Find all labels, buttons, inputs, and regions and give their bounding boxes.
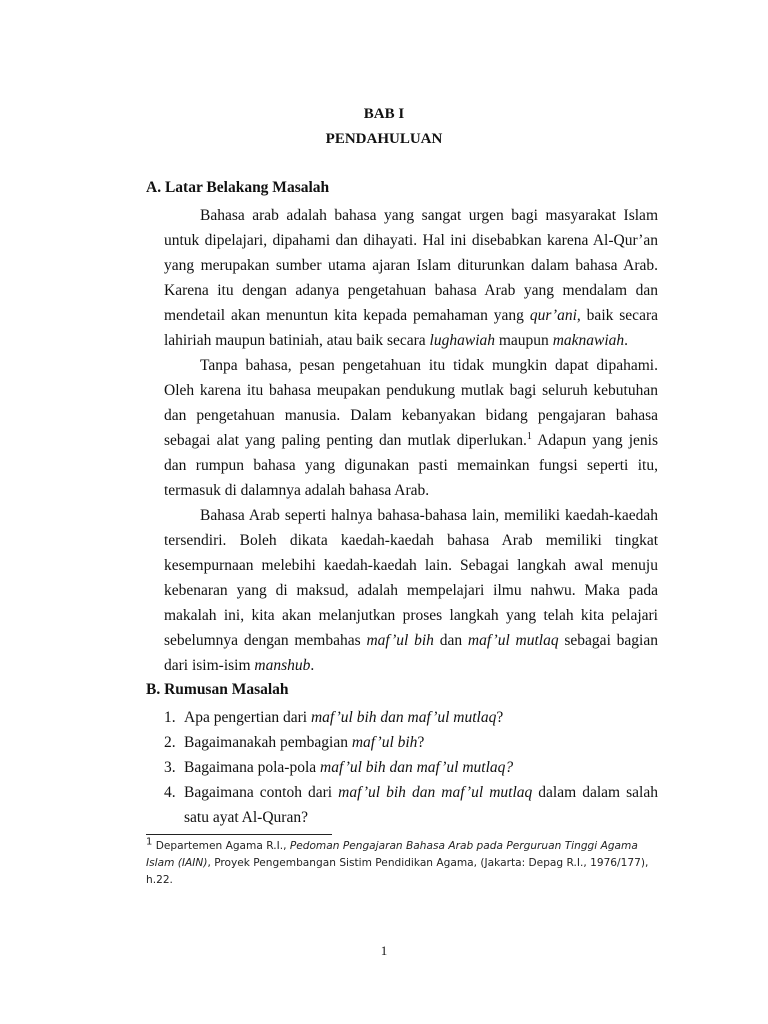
text-run: Bagaimana contoh dari [184,784,339,801]
footnote-ref: 1 [526,430,532,442]
footnote-ref: 1 [146,836,153,848]
list-item-number: 4. [164,784,176,801]
italic-term: maf’ul mutlaq [467,632,559,649]
italic-term: maf’ul bih dan maf’ul mutlaq [310,709,497,726]
text-run: ? [417,734,425,751]
paragraph-3 [164,503,658,678]
text-run: Adapun yang jenis dan rumpun bahasa yang digunakan pasti memainkan fungsi seperti itu, termasuk di dalamnya adalah bahasa Arab. [164,432,658,499]
section-b-heading: B. Rumusan Masalah [146,681,289,698]
text-run: , baik secara lahiriah maupun batiniah, atau baik secara [164,307,658,349]
italic-term: maf’ul bih dan maf’ul mutlaq? [320,759,514,776]
text-run: dan [433,632,468,649]
text-run: . [624,332,629,349]
text-run: dalam dalam salah satu ayat Al-Quran? [184,784,658,826]
text-run: maupun [495,332,553,349]
text-run: sebagai bagian dari isim-isim [164,632,658,674]
italic-term: maf’ul bih dan maf’ul mutlaq [338,784,533,801]
text-run: , Proyek Pengembangan Sistim Pendidikan Agama, (Jakarta: Depag R.I., 1976/177), h.22. [146,857,649,886]
text-run: Departemen Agama R.I., [152,840,290,852]
italic-term: maknawiah [552,332,625,349]
text-run: Tanpa bahasa, pesan pengetahuan itu tidak mungkin dapat dipahami. Oleh karena itu bahasa meupakan pendukung mutlak bagi seluruh kebutuhan dan pengetahuan manusia. Dalam kebanyakan bidang pengajaran bahasa sebagai alat yang paling penting dan mutlak diperlukan. [164,357,658,449]
text-run: Bahasa arab adalah bahasa yang sangat urgen bagi masyarakat Islam untuk dipelajari, dipahami dan dihayati. Hal ini disebabkan karena Al-Qur’an yang merupakan sumber utama ajaran Islam diturunkan dalam bahasa Arab. Karena itu dengan adanya pengetahuan bahasa Arab yang mendalam dan mendetail akan menuntun kita kepada pemahaman yang [164,207,658,324]
chapter-label: BAB I [363,106,405,122]
list-item [164,755,658,780]
italic-term: maf’ul bih [351,734,418,751]
italic-term: maf’ul bih [366,632,434,649]
italic-term: qur’ani [529,307,577,324]
problem-list [164,705,658,830]
list-item-number: 1. [164,709,176,726]
section-a-heading: A. Latar Belakang Masalah [146,179,330,196]
italic-term: lughawiah [429,332,495,349]
text-run: Apa pengertian dari [184,709,311,726]
italic-term: Pedoman Pengajaran Bahasa Arab pada Perguruan Tinggi Agama Islam (IAIN) [146,840,638,869]
paragraph-1 [164,203,658,353]
chapter-title: PENDAHULUAN [325,131,443,147]
paragraph-2 [164,353,658,503]
text-run: . [310,657,315,674]
text-run: Bahasa Arab seperti halnya bahasa-bahasa lain, memiliki kaedah-kaedah tersendiri. Boleh dikata kaedah-kaedah bahasa Arab memiliki tingkat kesempurnaan melebihi kaedah-kaedah lain. Sebagai langkah awal menuju kebenaran yang di maksud, adalah mempelajari ilmu nahwu. Maka pada makalah ini, kita akan melanjutkan proses langkah yang telah kita pelajari sebelumnya dengan membahas [164,507,658,649]
footnote [146,838,658,889]
list-item [164,730,658,755]
list-item-number: 2. [164,734,176,751]
list-item [164,705,658,730]
italic-term: manshub [254,657,311,674]
page-number: 1 [380,943,388,958]
text-run: Bagaimanakah pembagian [184,734,352,751]
text-run: Bagaimana pola-pola [184,759,321,776]
footnote-separator [146,834,332,835]
list-item-number: 3. [164,759,176,776]
text-run: ? [496,709,504,726]
list-item [164,780,658,830]
